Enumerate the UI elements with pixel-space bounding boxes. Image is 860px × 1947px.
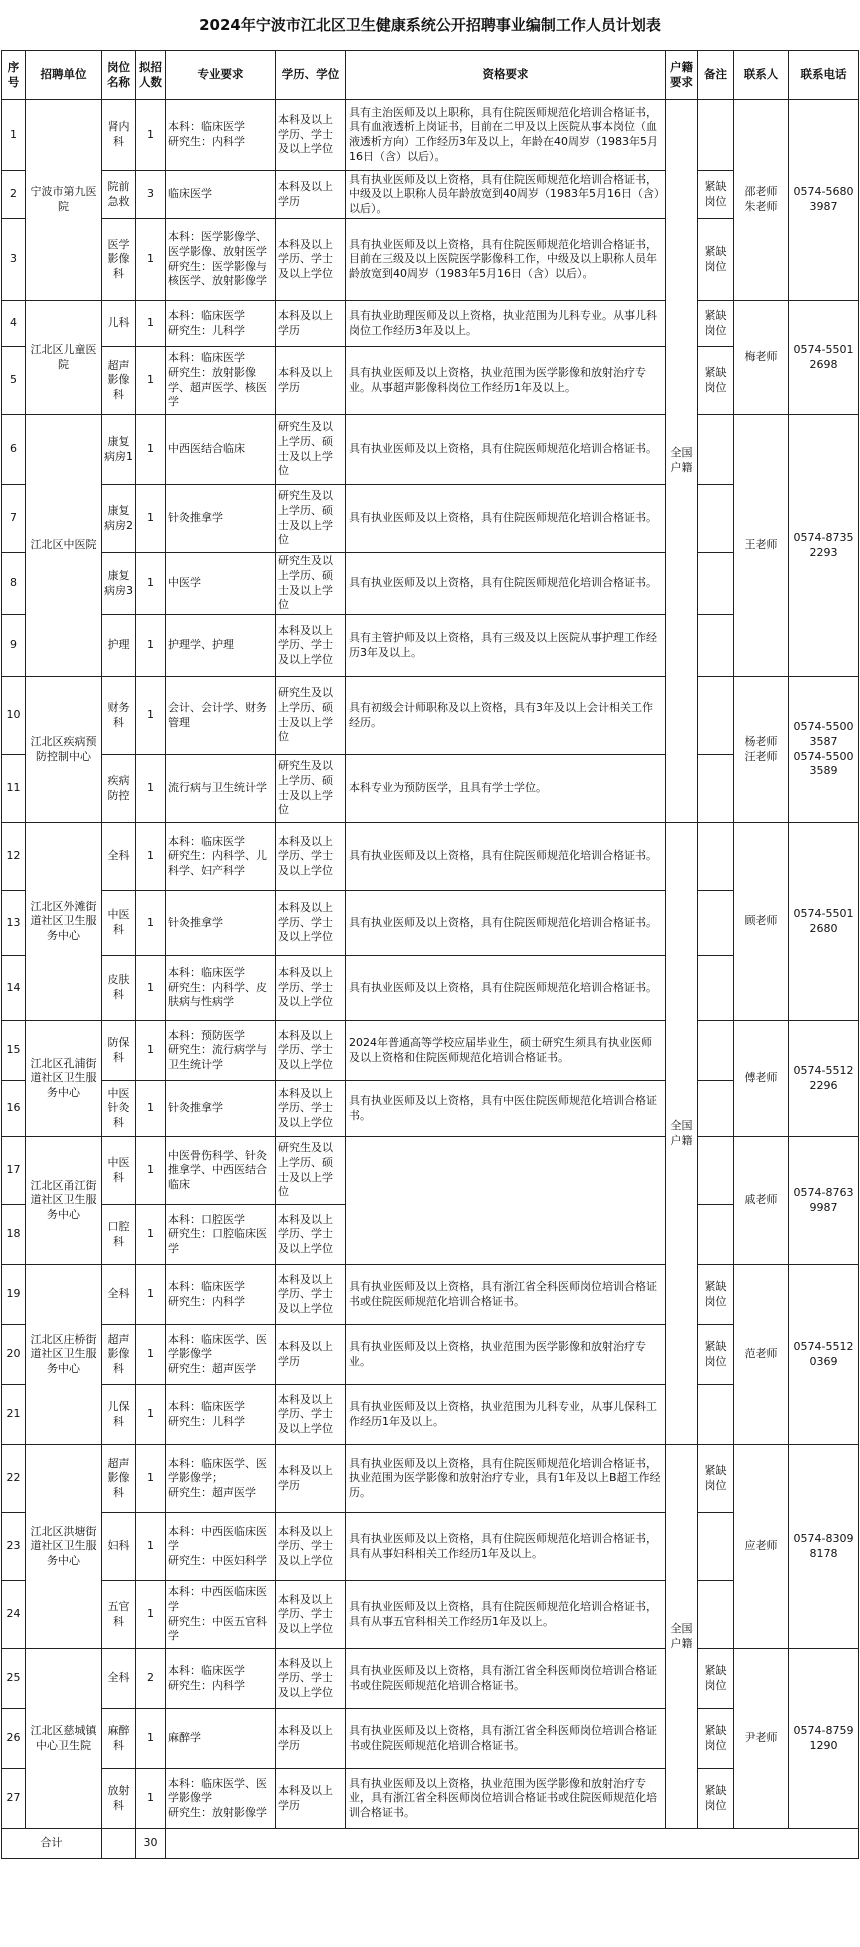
table-row [2, 956, 859, 1021]
major-req: 中医学 [166, 553, 276, 615]
edu-req: 本科及以上学历、学士及以上学位 [276, 615, 346, 677]
row-seq: 12 [2, 823, 26, 891]
unit-name: 江北区庄桥街道社区卫生服务中心 [26, 1265, 102, 1445]
row-note [698, 1021, 734, 1081]
post-name: 口腔科 [102, 1205, 136, 1265]
row-note: 紧缺岗位 [698, 301, 734, 347]
edu-req: 本科及以上学历、学士及以上学位 [276, 1581, 346, 1649]
row-note: 紧缺岗位 [698, 1709, 734, 1769]
table-row [2, 301, 859, 347]
contact-phone: 0574-87352293 [789, 415, 859, 677]
major-req: 本科：口腔医学 研究生：口腔临床医学 [166, 1205, 276, 1265]
post-name: 康复病房2 [102, 485, 136, 553]
edu-req: 本科及以上学历 [276, 347, 346, 415]
edu-req: 本科及以上学历、学士及以上学位 [276, 100, 346, 171]
qual-req [346, 1137, 666, 1265]
post-count: 1 [136, 485, 166, 553]
row-seq: 5 [2, 347, 26, 415]
table-row [2, 1137, 859, 1205]
row-note [698, 1513, 734, 1581]
qual-req: 具有执业医师及以上资格，具有住院医师规范化培训合格证书，目前在三级及以上医院医学影像科工作，中级及以上职称人员年龄放宽到40周岁（1983年5月16日（含）以后）。 [346, 219, 666, 301]
total-spacer [102, 1829, 136, 1859]
qual-req: 具有初级会计师职称及以上资格，具有3年及以上会计相关工作经历。 [346, 677, 666, 755]
qual-req: 本科专业为预防医学，且具有学士学位。 [346, 755, 666, 823]
row-note: 紧缺岗位 [698, 1325, 734, 1385]
major-req: 护理学、护理 [166, 615, 276, 677]
row-note: 紧缺岗位 [698, 219, 734, 301]
major-req: 本科：中西医临床医学 研究生：中医妇科学 [166, 1513, 276, 1581]
post-count: 1 [136, 615, 166, 677]
post-count: 1 [136, 100, 166, 171]
table-row [2, 553, 859, 615]
contact-person: 梅老师 [734, 301, 789, 415]
table-row [2, 1581, 859, 1649]
row-seq: 23 [2, 1513, 26, 1581]
col-qual: 资格要求 [346, 51, 666, 100]
major-req: 本科：临床医学 研究生：内科学 [166, 1649, 276, 1709]
contact-phone: 0574-87591290 [789, 1649, 859, 1829]
post-count: 1 [136, 1709, 166, 1769]
row-seq: 11 [2, 755, 26, 823]
row-note [698, 891, 734, 956]
contact-person: 戚老师 [734, 1137, 789, 1265]
post-name: 康复病房3 [102, 553, 136, 615]
row-seq: 4 [2, 301, 26, 347]
edu-req: 研究生及以上学历、硕士及以上学位 [276, 677, 346, 755]
major-req: 针灸推拿学 [166, 1081, 276, 1137]
qual-req: 具有执业医师及以上资格，具有浙江省全科医师岗位培训合格证书或住院医师规范化培训合格证书。 [346, 1649, 666, 1709]
row-note: 紧缺岗位 [698, 1445, 734, 1513]
qual-req: 具有执业医师及以上资格，具有住院医师规范化培训合格证书。 [346, 956, 666, 1021]
total-blank [166, 1829, 859, 1859]
post-name: 医学影像科 [102, 219, 136, 301]
qual-req: 具有执业医师及以上资格，执业范围为医学影像和放射治疗专业。 [346, 1325, 666, 1385]
table-row [2, 677, 859, 755]
post-count: 1 [136, 219, 166, 301]
contact-phone: 0574-55122296 [789, 1021, 859, 1137]
row-seq: 2 [2, 171, 26, 219]
row-seq: 6 [2, 415, 26, 485]
table-row [2, 1649, 859, 1709]
edu-req: 本科及以上学历、学士及以上学位 [276, 1649, 346, 1709]
row-note: 紧缺岗位 [698, 1649, 734, 1709]
post-count: 1 [136, 1581, 166, 1649]
major-req: 本科：中西医临床医学 研究生：中医五官科学 [166, 1581, 276, 1649]
post-count: 1 [136, 823, 166, 891]
contact-person: 顾老师 [734, 823, 789, 1021]
post-name: 皮肤科 [102, 956, 136, 1021]
total-row [2, 1829, 859, 1859]
post-count: 1 [136, 677, 166, 755]
unit-name: 江北区中医院 [26, 415, 102, 677]
post-name: 护理 [102, 615, 136, 677]
unit-name: 江北区洪塘街道社区卫生服务中心 [26, 1445, 102, 1649]
table-row [2, 891, 859, 956]
edu-req: 研究生及以上学历、硕士及以上学位 [276, 553, 346, 615]
qual-req: 具有执业医师及以上资格，具有中医住院医师规范化培训合格证书。 [346, 1081, 666, 1137]
major-req: 针灸推拿学 [166, 485, 276, 553]
row-seq: 1 [2, 100, 26, 171]
post-name: 麻醉科 [102, 1709, 136, 1769]
recruitment-table [1, 50, 859, 1859]
row-note [698, 1581, 734, 1649]
row-seq: 3 [2, 219, 26, 301]
contact-person: 杨老师 汪老师 [734, 677, 789, 823]
qual-req: 具有执业医师及以上资格，具有住院医师规范化培训合格证书，执业范围为医学影像和放射治疗专业，具有1年及以上B超工作经历。 [346, 1445, 666, 1513]
qual-req: 具有执业医师及以上资格，具有住院医师规范化培训合格证书，具有从事五官科相关工作经历1年及以上。 [346, 1581, 666, 1649]
qual-req: 具有执业助理医师及以上资格，执业范围为儿科专业。从事儿科岗位工作经历3年及以上。 [346, 301, 666, 347]
row-seq: 24 [2, 1581, 26, 1649]
table-row [2, 1325, 859, 1385]
contact-person: 王老师 [734, 415, 789, 677]
major-req: 麻醉学 [166, 1709, 276, 1769]
major-req: 流行病与卫生统计学 [166, 755, 276, 823]
post-name: 全科 [102, 1265, 136, 1325]
hukou-req: 全国户籍 [666, 100, 698, 823]
post-count: 3 [136, 171, 166, 219]
edu-req: 本科及以上学历、学士及以上学位 [276, 1205, 346, 1265]
row-note [698, 615, 734, 677]
post-count: 1 [136, 1325, 166, 1385]
unit-name: 江北区慈城镇中心卫生院 [26, 1649, 102, 1829]
qual-req: 具有执业医师及以上资格，具有住院医师规范化培训合格证书。 [346, 415, 666, 485]
major-req: 针灸推拿学 [166, 891, 276, 956]
post-name: 中医针灸科 [102, 1081, 136, 1137]
post-name: 疾病防控 [102, 755, 136, 823]
post-name: 儿保科 [102, 1385, 136, 1445]
unit-name: 江北区疾病预防控制中心 [26, 677, 102, 823]
row-seq: 25 [2, 1649, 26, 1709]
major-req: 中西医结合临床 [166, 415, 276, 485]
col-count: 拟招人数 [136, 51, 166, 100]
qual-req: 具有执业医师及以上资格，具有浙江省全科医师岗位培训合格证书或住院医师规范化培训合格证书。 [346, 1709, 666, 1769]
major-req: 中医骨伤科学、针灸推拿学、中西医结合临床 [166, 1137, 276, 1205]
post-count: 1 [136, 415, 166, 485]
total-count: 30 [136, 1829, 166, 1859]
edu-req: 本科及以上学历、学士及以上学位 [276, 1385, 346, 1445]
unit-name: 江北区孔浦街道社区卫生服务中心 [26, 1021, 102, 1137]
edu-req: 研究生及以上学历、硕士及以上学位 [276, 1137, 346, 1205]
table-row [2, 1513, 859, 1581]
post-name: 五官科 [102, 1581, 136, 1649]
table-row [2, 823, 859, 891]
table-header-row [2, 51, 859, 100]
col-phone: 联系电话 [789, 51, 859, 100]
col-hukou: 户籍要求 [666, 51, 698, 100]
edu-req: 本科及以上学历 [276, 171, 346, 219]
row-seq: 13 [2, 891, 26, 956]
phone-number: 0574-55003587 [793, 720, 854, 748]
row-note [698, 1205, 734, 1265]
edu-req: 本科及以上学历、学士及以上学位 [276, 956, 346, 1021]
row-seq: 18 [2, 1205, 26, 1265]
hukou-req: 全国户籍 [666, 1445, 698, 1829]
edu-req: 本科及以上学历 [276, 1325, 346, 1385]
major-req: 本科：临床医学 研究生：内科学、儿科学、妇产科学 [166, 823, 276, 891]
post-name: 财务科 [102, 677, 136, 755]
row-note [698, 755, 734, 823]
post-name: 全科 [102, 823, 136, 891]
table-row [2, 171, 859, 219]
major-req: 本科：临床医学、医学影像学 研究生：放射影像学 [166, 1769, 276, 1829]
row-note [698, 1137, 734, 1205]
row-note [698, 1385, 734, 1445]
post-name: 超声影像科 [102, 347, 136, 415]
major-req: 本科：临床医学 研究生：内科学 [166, 100, 276, 171]
col-post: 岗位名称 [102, 51, 136, 100]
major-req: 本科：预防医学 研究生：流行病学与卫生统计学 [166, 1021, 276, 1081]
post-count: 1 [136, 1769, 166, 1829]
major-req: 本科：临床医学 研究生：内科学、皮肤病与性病学 [166, 956, 276, 1021]
post-count: 1 [136, 1081, 166, 1137]
qual-req: 2024年普通高等学校应届毕业生，硕士研究生须具有执业医师及以上资格和住院医师规范化培训合格证书。 [346, 1021, 666, 1081]
row-note [698, 956, 734, 1021]
row-seq: 10 [2, 677, 26, 755]
contact-person: 范老师 [734, 1265, 789, 1445]
row-seq: 22 [2, 1445, 26, 1513]
row-seq: 17 [2, 1137, 26, 1205]
col-seq: 序号 [2, 51, 26, 100]
edu-req: 本科及以上学历、学士及以上学位 [276, 219, 346, 301]
unit-name: 宁波市第九医院 [26, 100, 102, 301]
post-count: 1 [136, 1265, 166, 1325]
post-count: 1 [136, 1445, 166, 1513]
post-name: 妇科 [102, 1513, 136, 1581]
qual-req: 具有执业医师及以上资格，执业范围为医学影像和放射治疗专业，具有浙江省全科医师岗位培训合格证书或住院医师规范化培训合格证书。 [346, 1769, 666, 1829]
post-count: 2 [136, 1649, 166, 1709]
edu-req: 本科及以上学历 [276, 1445, 346, 1513]
major-req: 会计、会计学、财务管理 [166, 677, 276, 755]
row-seq: 9 [2, 615, 26, 677]
row-note [698, 677, 734, 755]
qual-req: 具有主管护师及以上资格，具有三级及以上医院从事护理工作经历3年及以上。 [346, 615, 666, 677]
row-seq: 8 [2, 553, 26, 615]
row-seq: 27 [2, 1769, 26, 1829]
post-name: 肾内科 [102, 100, 136, 171]
unit-name: 江北区儿童医院 [26, 301, 102, 415]
table-row [2, 485, 859, 553]
post-name: 院前急救 [102, 171, 136, 219]
major-req: 本科：临床医学、医学影像学 研究生：超声医学 [166, 1325, 276, 1385]
table-row [2, 1081, 859, 1137]
qual-req: 具有执业医师及以上资格，具有住院医师规范化培训合格证书。 [346, 485, 666, 553]
major-req: 本科：临床医学、医学影像学； 研究生：超声医学 [166, 1445, 276, 1513]
post-count: 1 [136, 301, 166, 347]
row-seq: 26 [2, 1709, 26, 1769]
row-note: 紧缺岗位 [698, 171, 734, 219]
table-row [2, 1385, 859, 1445]
col-edu: 学历、学位 [276, 51, 346, 100]
edu-req: 本科及以上学历 [276, 301, 346, 347]
post-name: 儿科 [102, 301, 136, 347]
table-row [2, 1445, 859, 1513]
post-count: 1 [136, 1021, 166, 1081]
major-req: 本科：医学影像学、医学影像、放射医学 研究生：医学影像与核医学、放射影像学 [166, 219, 276, 301]
contact-phone: 0574-83098178 [789, 1445, 859, 1649]
table-row [2, 1769, 859, 1829]
hukou-req: 全国户籍 [666, 823, 698, 1445]
phone-number: 0574-55003589 [793, 749, 854, 778]
qual-req: 具有执业医师及以上资格，执业范围为医学影像和放射治疗专业。从事超声影像科岗位工作经历1年及以上。 [346, 347, 666, 415]
contact-phone: 0574-55120369 [789, 1265, 859, 1445]
edu-req: 研究生及以上学历、硕士及以上学位 [276, 415, 346, 485]
table-row [2, 219, 859, 301]
contact-person: 应老师 [734, 1445, 789, 1649]
contact-phone: 0574-56803987 [789, 100, 859, 301]
table-row [2, 347, 859, 415]
edu-req: 本科及以上学历、学士及以上学位 [276, 1081, 346, 1137]
post-count: 1 [136, 891, 166, 956]
total-label: 合计 [2, 1829, 102, 1859]
major-req: 本科：临床医学 研究生：儿科学 [166, 1385, 276, 1445]
edu-req: 本科及以上学历、学士及以上学位 [276, 1265, 346, 1325]
row-note: 紧缺岗位 [698, 1265, 734, 1325]
post-count: 1 [136, 1513, 166, 1581]
row-note [698, 100, 734, 171]
qual-req: 具有执业医师及以上资格，具有住院医师规范化培训合格证书，具有从事妇科相关工作经历1年及以上。 [346, 1513, 666, 1581]
row-note [698, 415, 734, 485]
page-title: 2024年宁波市江北区卫生健康系统公开招聘事业编制工作人员计划表 [199, 16, 661, 34]
edu-req: 本科及以上学历、学士及以上学位 [276, 1021, 346, 1081]
qual-req: 具有执业医师及以上资格，具有住院医师规范化培训合格证书。 [346, 553, 666, 615]
qual-req: 具有执业医师及以上资格，具有住院医师规范化培训合格证书。 [346, 823, 666, 891]
row-seq: 7 [2, 485, 26, 553]
row-note [698, 553, 734, 615]
qual-req: 具有主治医师及以上职称，具有住院医师规范化培训合格证书，具有血液透析上岗证书，目前在二甲及以上医院从事本岗位（血液透析方向）工作经历3年及以上，年龄在40周岁（1983年5月16日（含）以后）。 [346, 100, 666, 171]
row-note: 紧缺岗位 [698, 347, 734, 415]
row-seq: 14 [2, 956, 26, 1021]
major-req: 本科：临床医学 研究生：内科学 [166, 1265, 276, 1325]
row-seq: 20 [2, 1325, 26, 1385]
col-unit: 招聘单位 [26, 51, 102, 100]
major-req: 本科：临床医学 研究生：儿科学 [166, 301, 276, 347]
row-note [698, 1081, 734, 1137]
unit-name: 江北区外滩街道社区卫生服务中心 [26, 823, 102, 1021]
edu-req: 本科及以上学历、学士及以上学位 [276, 823, 346, 891]
post-name: 康复病房1 [102, 415, 136, 485]
major-req: 临床医学 [166, 171, 276, 219]
post-name: 中医科 [102, 891, 136, 956]
col-note: 备注 [698, 51, 734, 100]
post-count: 1 [136, 1205, 166, 1265]
edu-req: 本科及以上学历 [276, 1709, 346, 1769]
contact-phone [789, 677, 859, 823]
edu-req: 研究生及以上学历、硕士及以上学位 [276, 755, 346, 823]
table-row [2, 100, 859, 171]
major-req: 本科：临床医学 研究生：放射影像学、超声医学、核医学 [166, 347, 276, 415]
post-name: 全科 [102, 1649, 136, 1709]
post-count: 1 [136, 956, 166, 1021]
contact-phone: 0574-55012680 [789, 823, 859, 1021]
post-name: 超声影像科 [102, 1325, 136, 1385]
qual-req: 具有执业医师及以上资格，执业范围为儿科专业，从事儿保科工作经历1年及以上。 [346, 1385, 666, 1445]
table-row [2, 415, 859, 485]
col-contact: 联系人 [734, 51, 789, 100]
post-count: 1 [136, 1385, 166, 1445]
contact-person: 邵老师 朱老师 [734, 100, 789, 301]
table-row [2, 755, 859, 823]
post-name: 中医科 [102, 1137, 136, 1205]
table-row [2, 1709, 859, 1769]
edu-req: 本科及以上学历 [276, 1769, 346, 1829]
table-row [2, 1265, 859, 1325]
row-note [698, 823, 734, 891]
post-count: 1 [136, 553, 166, 615]
post-name: 超声影像科 [102, 1445, 136, 1513]
row-seq: 19 [2, 1265, 26, 1325]
col-major: 专业要求 [166, 51, 276, 100]
contact-phone: 0574-87639987 [789, 1137, 859, 1265]
row-seq: 15 [2, 1021, 26, 1081]
contact-person: 尹老师 [734, 1649, 789, 1829]
row-seq: 16 [2, 1081, 26, 1137]
edu-req: 研究生及以上学历、硕士及以上学位 [276, 485, 346, 553]
contact-phone: 0574-55012698 [789, 301, 859, 415]
qual-req: 具有执业医师及以上资格，具有住院医师规范化培训合格证书。 [346, 891, 666, 956]
row-note [698, 485, 734, 553]
table-row [2, 1021, 859, 1081]
edu-req: 本科及以上学历、学士及以上学位 [276, 891, 346, 956]
qual-req: 具有执业医师及以上资格，具有浙江省全科医师岗位培训合格证书或住院医师规范化培训合格证书。 [346, 1265, 666, 1325]
post-name: 防保科 [102, 1021, 136, 1081]
row-seq: 21 [2, 1385, 26, 1445]
row-note: 紧缺岗位 [698, 1769, 734, 1829]
post-count: 1 [136, 755, 166, 823]
qual-req: 具有执业医师及以上资格，具有住院医师规范化培训合格证书，中级及以上职称人员年龄放宽到40周岁（1983年5月16日（含）以后）。 [346, 171, 666, 219]
post-count: 1 [136, 1137, 166, 1205]
unit-name: 江北区甬江街道社区卫生服务中心 [26, 1137, 102, 1265]
table-row [2, 615, 859, 677]
post-name: 放射科 [102, 1769, 136, 1829]
contact-person: 傅老师 [734, 1021, 789, 1137]
edu-req: 本科及以上学历、学士及以上学位 [276, 1513, 346, 1581]
post-count: 1 [136, 347, 166, 415]
